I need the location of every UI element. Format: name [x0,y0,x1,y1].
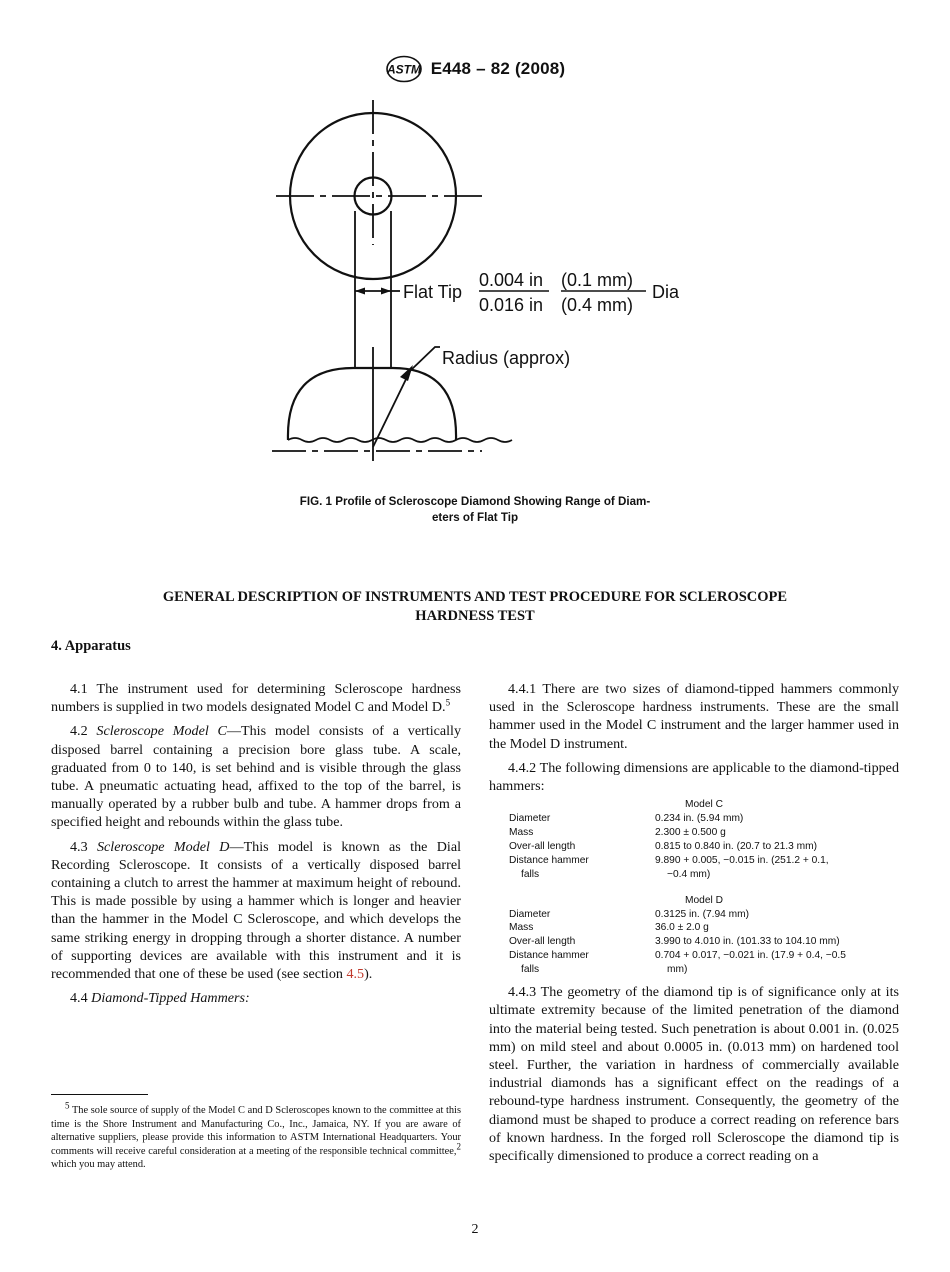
spec-model-title: Model C [685,799,723,811]
section-heading-line: GENERAL DESCRIPTION OF INSTRUMENTS AND TEST PROCEDURE FOR SCLEROSCOPE [162,589,788,605]
radius-label: Radius (approx) [442,348,571,368]
spec-key: Over-all length [509,840,576,852]
paragraph-4-1 [51,680,461,716]
diamond-profile-dome [288,368,456,440]
section-heading-line: HARDNESS TEST [415,608,535,624]
paragraph-4-2 [51,722,461,831]
spec-row [509,963,899,977]
radius-leader [410,347,440,371]
paragraph-text: —This model is known as the Dial Recording Scleroscope. It consists of a vertically disposed barrel containing a clutch to arrest the hammer at maximum height of rebound. This is made possible by using a hammer which is longer and heavier than the hammer in the Model C Scleroscope, and which develops the same striking energy in dropping through a shorter distance. A number of supporting devices are available with this instrument and it is recommended that one of these be used (see section [51,838,461,983]
tip-mm-bottom: (0.4 mm) [561,295,633,315]
spec-value: 0.815 to 0.840 in. (20.7 to 21.3 mm) [655,840,817,852]
section-link[interactable]: 4.5 [346,966,365,983]
diamond-profile-base [288,438,512,442]
footnote-ref[interactable]: 5 [445,697,451,708]
spec-value: −0.4 mm) [667,868,711,880]
spec-key: Mass [509,827,534,839]
figure-caption-line: FIG. 1 Profile of Scleroscope Diamond Showing Range of Diam- [299,495,651,508]
model-c-spec-table [509,798,899,881]
spec-key: Distance hammer [509,854,589,866]
paragraph-4-4-1: 4.4.1 There are two sizes of diamond-tipped hammers commonly used in the Scleroscope hardness instruments. These are the small hammer used in the Model C instrument and the larger hammer used in the Model D instrument. [489,681,899,752]
document-designation: E448 – 82 (2008) [430,59,566,78]
paragraph-title: Scleroscope Model C [96,723,227,740]
footnote-marker: 5 [65,1100,70,1111]
footnote-text: The sole source of supply of the Model C and D Scleroscopes known to the committee at this time is the Shore Instrument and Manufacturing Co., Inc., Jamaica, NY. If you are aware of alternative suppliers, please provide this information to ASTM International Headquarters. Your comments will receive careful consideration at a meeting of the responsible technical committee, [51,1105,461,1157]
spec-key: falls [521,868,540,880]
radius-arrow-line [373,371,410,447]
logo-wordmark: ASTM [386,62,421,77]
arrow-right-head [381,288,391,295]
spec-value: 0.704 + 0.017, −0.021 in. (17.9 + 0.4, −0.5 [655,950,846,962]
spec-value: 0.234 in. (5.94 mm) [655,813,744,825]
spec-value: 2.300 ± 0.500 g [655,827,726,839]
spec-key: Distance hammer [509,950,589,962]
spec-row [509,868,899,882]
spec-key: falls [521,964,540,976]
spec-row [509,949,899,963]
footnote [51,1100,461,1172]
astm-logo-icon [385,55,423,83]
paragraph-text: ). [364,966,373,983]
spec-key: Mass [509,922,534,934]
spec-model-title: Model D [685,894,723,906]
paragraph-title: Scleroscope Model D [96,838,230,855]
spec-value: 9.890 + 0.005, −0.015 in. (251.2 + 0.1, [655,854,829,866]
footnote-divider [51,1094,148,1095]
tip-inch-top: 0.004 in [479,270,544,290]
figure-caption [240,494,710,526]
paragraph-text: 4.1 The instrument used for determining Scleroscope hardness numbers is supplied in two models designated Model C and Model D. [51,681,461,716]
arrow-left-head [355,288,365,295]
spec-row [509,921,899,935]
tip-inch-bottom: 0.016 in [479,295,544,315]
spec-value: 0.3125 in. (7.94 mm) [655,908,749,920]
spec-row [509,908,899,922]
paragraph-4-3 [51,838,461,984]
tip-mm-top: (0.1 mm) [561,270,633,290]
footnote-text: which you may attend. [51,1159,146,1171]
model-d-spec-table [509,894,899,977]
spec-key: Diameter [509,908,551,920]
section-heading [95,588,855,626]
dia-label: Dia [652,282,680,302]
footnote-ref[interactable]: 2 [456,1141,461,1152]
paragraph-title: Diamond-Tipped Hammers: [91,990,250,1007]
right-column [489,680,899,1171]
paragraph-4-4-3: 4.4.3 The geometry of the diamond tip is of significance only at its ultimate extremity because of the limited penetration of the diamond into the material being tested. Such penetration is about 0.001 in. (0.025 mm) on mild steel and about 0.0005 in. (0.013 mm) on hardened tool steel. Further, the variation in hardness of commercially available industrial diamonds has a significant effect on the readings of a rebound-type hardness instrument. Consequently, the geometry of the diamond must be shaped to produce a correct reading on reference bars of known hardness. In the forged roll Scleroscope the diamond tip is specifically dimensioned to produce a correct reading on a [489,984,899,1164]
spec-key: Diameter [509,813,551,825]
apparatus-heading: 4. Apparatus [51,638,131,654]
paragraph-number: 4.4 [70,990,92,1007]
spec-row [509,812,899,826]
scleroscope-diamond-figure [260,95,700,470]
figure-caption-line: eters of Flat Tip [431,511,519,524]
left-column [51,680,461,1013]
spec-row [509,854,899,868]
paragraph-number: 4.3 [70,838,97,855]
spec-value: 36.0 ± 2.0 g [655,922,709,934]
page-header [0,54,950,84]
page-number: 2 [471,1222,479,1237]
paragraph-text: —This model consists of a vertically disposed barrel containing a precision bore glass tube. A scale, graduated from 0 to 140, is set behind and is visible through the glass tube. A pneumatic actuating head, affixed to the top of the barrel, is manually operated by a rubber bulb and tube. A hammer drops from a specified height and rebounds within the glass tube. [51,723,462,831]
spec-value: 3.990 to 4.010 in. (101.33 to 104.10 mm) [655,936,840,948]
spec-value: mm) [667,964,688,976]
spec-row [509,935,899,949]
paragraph-4-4-2: 4.4.2 The following dimensions are applicable to the diamond-tipped hammers: [489,759,899,795]
spec-row [509,840,899,854]
spec-key: Over-all length [509,936,576,948]
spec-row [509,826,899,840]
paragraph-number: 4.2 [70,723,97,740]
flat-tip-label: Flat Tip [403,282,463,302]
paragraph-4-4 [51,989,461,1007]
